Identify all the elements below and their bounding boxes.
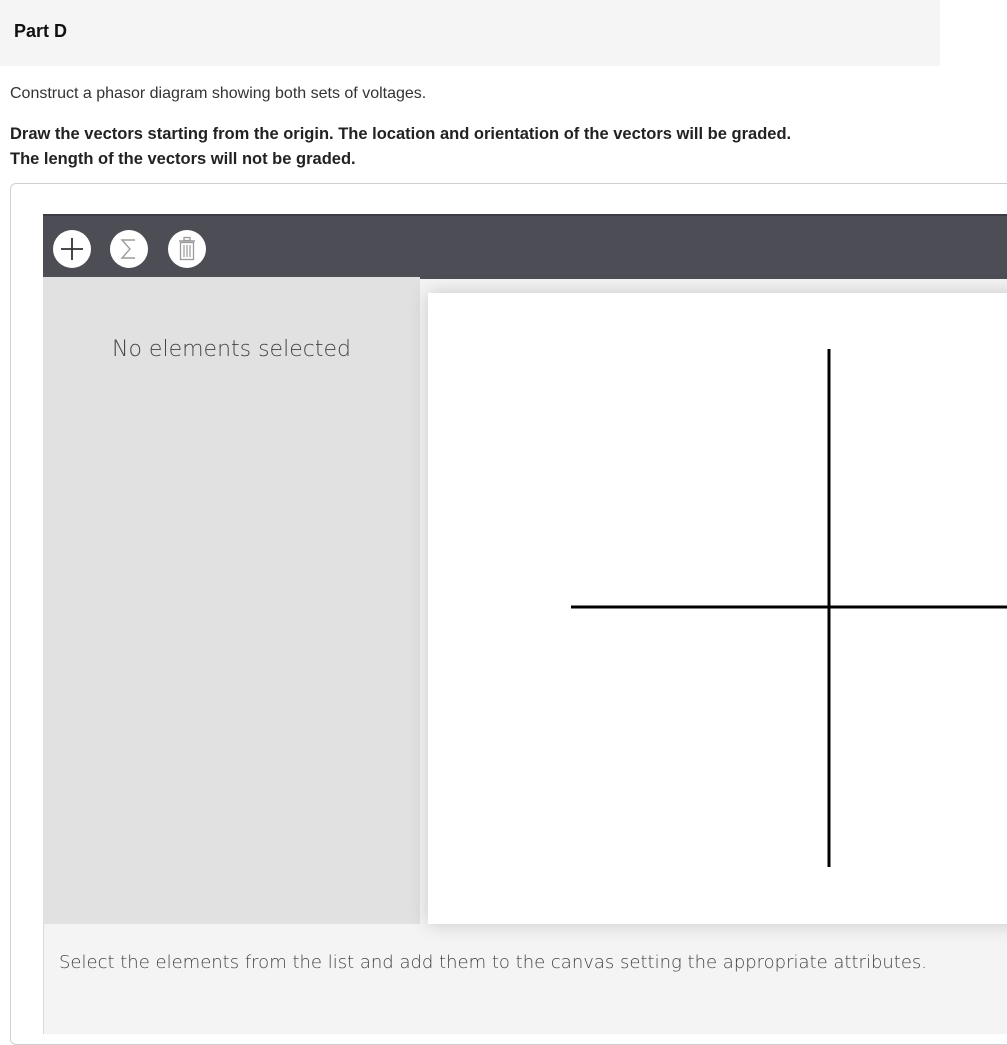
no-selection-text: No elements selected [112,337,351,362]
instruction-text: Construct a phasor diagram showing both sets of voltages. [10,85,427,102]
add-element-button[interactable] [53,230,91,268]
sigma-icon [116,236,142,262]
drawing-canvas[interactable] [428,293,1007,924]
properties-sidebar [43,277,420,924]
canvas-hint: Select the elements from the list and add them to the canvas setting the appropriate attributes. [59,952,928,973]
delete-button[interactable] [168,230,206,268]
instruction-bold-line-2: The length of the vectors will not be graded. [10,150,356,168]
toolbar [43,214,1007,279]
part-header [0,0,940,66]
sum-button[interactable] [110,230,148,268]
instruction-bold-line-1: Draw the vectors starting from the origin. The location and orientation of the vectors will be graded. [10,125,792,143]
trash-icon [176,236,198,262]
axes [428,293,1007,924]
part-title: Part D [14,21,68,41]
instruction-bold [10,122,970,172]
plus-icon [59,236,85,262]
